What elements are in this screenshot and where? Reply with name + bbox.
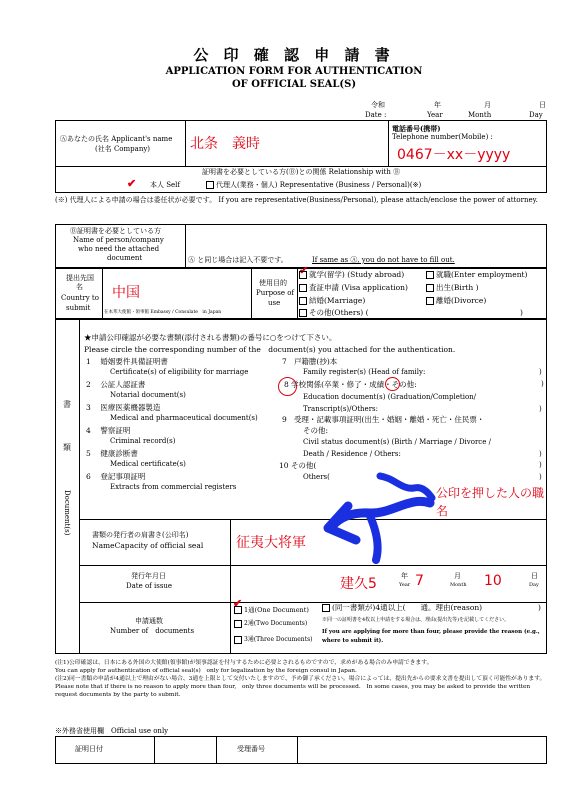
person-b-label2: Name of person/company — [73, 236, 164, 244]
issue-era-value[interactable]: 建久5 — [340, 576, 377, 592]
doc-item-7-close: ) — [539, 368, 542, 376]
note-1-jp: (注1)公印確認は、日本にある外国の大使館(領事館)が領事認証を付与するために必要とされるものですので、求めがある場合のみ申請できます。 — [55, 660, 433, 666]
doc-item-9-en2: Death / Residence / Others: — [303, 450, 401, 458]
doc-item-7-jp[interactable]: 7 戸籍謄(抄)本 — [282, 357, 338, 366]
issue-year-jp: 年 — [401, 572, 408, 580]
doc-item-2-jp[interactable]: 2 公証人認証書 — [86, 380, 146, 389]
documents-instruction-en: Please circle the corresponding number of the document(s) you attached for the authentication. — [84, 345, 456, 354]
country-label1: 提出先国 — [66, 274, 94, 282]
representative-checkbox[interactable] — [206, 181, 214, 189]
count-three-checkbox[interactable] — [234, 636, 242, 644]
note-2-en: Please note that if there is no reason to apply more than four, only three documents will be processed. In some cases, you may be asked to provide the written request documents by the party to submit. — [55, 684, 531, 698]
doc-item-6-en: Extracts from commercial registers — [110, 483, 237, 491]
country-value[interactable]: 中国 — [112, 285, 140, 301]
doc-item-4-jp[interactable]: 4 警察証明 — [86, 426, 131, 435]
official-use-label: ※外務省使用欄 Official use only — [55, 727, 169, 735]
study-check-mark[interactable]: ✔ — [299, 264, 309, 277]
doc-item-9-close: ) — [539, 450, 542, 458]
phone-label-en: Telephone number(Mobile) : — [392, 133, 493, 141]
applicant-company-label: (社名 Company) — [95, 145, 151, 153]
applicant-name-label: Ⓐあなたの氏名 Applicant's name — [60, 135, 173, 143]
purpose-study[interactable]: 就学(留学) (Study abroad) — [299, 270, 404, 280]
purpose-others[interactable]: その他(Others) ( — [299, 308, 369, 318]
person-b-label1: Ⓑ証明書を必要としている方 — [70, 227, 161, 235]
self-option: 本人 Self — [150, 181, 181, 189]
same-as-a-note-en: If same as Ⓐ, you do not have to fill out. — [312, 256, 455, 264]
issue-day-value[interactable]: 10 — [484, 573, 502, 589]
date-label-en: Date : — [365, 111, 387, 119]
doc-item-4-en: Criminal record(s) — [110, 437, 176, 445]
one-doc-check-mark[interactable]: ✔ — [233, 597, 243, 610]
purpose-marriage[interactable]: 結婚(Marriage) — [299, 296, 365, 306]
applicant-name-value[interactable]: 北条 義時 — [190, 136, 260, 152]
country-label2: 名 — [76, 283, 83, 291]
count-one[interactable]: 1通(One Document) — [234, 605, 309, 614]
person-b-label3: who need the attached — [78, 245, 160, 253]
purpose-others-checkbox[interactable] — [299, 309, 307, 317]
documents-side-jp2: 類 — [63, 443, 71, 452]
documents-instruction-jp: ★申請公印確認が必要な書類(添付される書類)の番号に○をつけて下さい。 — [84, 333, 337, 342]
representative-note: (※) 代理人による申請の場合は委任状が必要です。 If you are representative(Business/Personal), please attach/enclose the power of attorney. — [55, 196, 538, 204]
date-era-label: 令和 — [371, 101, 385, 109]
purpose-label2: Purpose of — [256, 289, 295, 297]
country-label3: Country to — [61, 294, 99, 302]
purpose-label3: use — [268, 299, 281, 307]
date-day-en: Day — [529, 111, 543, 119]
note-1-en: You can apply for authentication of official seal(s) only for legalization by the foreign consul in Japan. — [55, 668, 357, 674]
doc-item-8-jp[interactable]: 8 学校関係(卒業・修了・成績・その他: — [284, 380, 417, 389]
relationship-label: 証明書を必要としている方(Ⓑ)との関係 Relationship with Ⓑ — [202, 168, 401, 176]
phone-label: 電話番号(携帯) — [392, 124, 441, 133]
same-as-a-note-jp: Ⓐ と同じ場合は記入不要です。 — [188, 256, 288, 264]
purpose-birth-checkbox[interactable] — [426, 284, 434, 292]
official-use-box — [55, 736, 547, 764]
issue-month-en: Month — [450, 582, 467, 588]
self-check-mark[interactable]: ✔ — [127, 177, 137, 190]
count-note-en: If you are applying for more than four, please provide the reason (e.g., where to submit it). — [322, 629, 540, 644]
issuer-label-jp: 書類の発行者の肩書き(公印名) — [92, 531, 189, 539]
purpose-visa[interactable]: 査証申請 (Visa application) — [299, 283, 408, 293]
doc-item-7-en: Family register(s) (Head of family: — [303, 368, 426, 376]
doc-item-2-en: Notarial document(s) — [110, 391, 186, 399]
blue-arrow-icon — [310, 468, 440, 566]
issue-month-jp: 月 — [454, 572, 461, 580]
doc-item-1-en: Certificate(s) of eligibility for marriage — [110, 368, 249, 376]
count-two-checkbox[interactable] — [234, 620, 242, 628]
purpose-others-close: ) — [520, 308, 523, 317]
doc-item-5-en: Medical certificate(s) — [110, 460, 186, 468]
embassy-note: 在本邦大使館・領事館 Embassy / Consulate in Japan — [104, 310, 222, 315]
doc-item-8-close2: ) — [539, 405, 542, 413]
page-title-jp: 公 印 確 認 申 請 書 — [193, 46, 395, 64]
issuer-label-en: NameCapacity of official seal — [92, 541, 204, 550]
doc-item-5-jp[interactable]: 5 健康診断書 — [86, 449, 138, 458]
doc-item-9-en: Civil status document(s) (Birth / Marriage / Divorce / — [303, 438, 491, 446]
purpose-label1: 使用目的 — [259, 279, 287, 287]
doc-item-9-jp2: その他: — [303, 426, 329, 435]
count-note-jp: ※同一の証明書を4枚以上申請をする場合は、理由(提出先等)を記載してください。 — [322, 617, 510, 623]
purpose-study-checkbox[interactable] — [299, 271, 307, 279]
doc-item-3-jp[interactable]: 3 医療医薬機器製造 — [86, 403, 161, 412]
notes-block — [55, 659, 547, 699]
page-title-en-line1: APPLICATION FORM FOR AUTHENTICATION — [165, 66, 423, 77]
date-day-label: 日 — [539, 101, 546, 109]
doc-item-8-close: ) — [541, 380, 544, 388]
count-three[interactable]: 3通(Three Documents) — [234, 634, 313, 644]
date-year-en: Year — [427, 111, 443, 119]
doc-item-10-jp[interactable]: 10 その他( — [279, 461, 317, 470]
issue-month-value[interactable]: 7 — [415, 573, 424, 589]
issuer-value[interactable]: 征夷大将軍 — [236, 535, 306, 551]
issue-date-label-jp: 発行年月日 — [131, 572, 166, 580]
documents-side-en: Document(s) — [63, 490, 71, 536]
issue-year-en: Year — [399, 582, 411, 588]
official-date-label: 証明日付 — [75, 745, 103, 753]
phone-value[interactable]: 0467－xx－yyyy — [397, 147, 511, 163]
count-more-checkbox[interactable] — [322, 604, 330, 612]
purpose-divorce-checkbox[interactable] — [426, 297, 434, 305]
count-more[interactable]: (同一書類が)4通以上( 通。理由(reason) — [322, 603, 482, 613]
count-more-close: ) — [538, 603, 541, 612]
count-label-en: Number of documents — [110, 627, 195, 635]
doc-item-6-jp[interactable]: 6 登記事項証明 — [86, 472, 146, 481]
date-month-label: 月 — [484, 101, 491, 109]
purpose-employment-checkbox[interactable] — [426, 271, 434, 279]
doc-item-8-en: Education document(s) (Graduation/Completion/ — [303, 393, 477, 401]
note-2-jp: (注2)同一書類の申請が4通以上で理由がない場合、3通を上限として交付いたしますので、予め御了承ください。場合によっては、提出先からの要求文書を提出して頂く可能性があります。 — [55, 676, 546, 682]
doc-item-3-en: Medical and pharmaceutical document(s) — [110, 414, 258, 422]
purpose-birth[interactable]: 出生(Birth ) — [426, 283, 479, 293]
grades-circle — [385, 377, 400, 391]
doc-item-10-close2: ) — [539, 473, 542, 481]
count-label-jp: 申請通数 — [135, 617, 163, 625]
count-two[interactable]: 2通(Two Documents) — [234, 618, 307, 628]
page-title-en-line2: OF OFFICIAL SEAL(S) — [231, 79, 357, 90]
issue-day-en: Day — [529, 582, 539, 588]
issue-day-jp: 日 — [531, 572, 538, 580]
purpose-marriage-checkbox[interactable] — [299, 297, 307, 305]
doc-item-10-en: Others( — [303, 473, 330, 481]
documents-side-jp1: 書 — [63, 400, 71, 409]
purpose-visa-checkbox[interactable] — [299, 284, 307, 292]
representative-option[interactable]: 代理人(業務・個人) Representative (Business / Personal)(※) — [206, 181, 421, 190]
doc-item-10-close: ) — [539, 461, 542, 469]
date-month-en: Month — [468, 111, 492, 119]
country-label4: submit — [66, 304, 91, 312]
doc-item-9-jp[interactable]: 9 受理・記載事項証明(出生・婚姻・離婚・死亡・住民票・ — [282, 415, 485, 424]
person-b-label4: document — [107, 254, 143, 262]
purpose-employment[interactable]: 就職(Enter employment) — [426, 270, 527, 280]
doc-item-8-en2: Transcript(s)/Others: — [303, 405, 379, 413]
purpose-divorce[interactable]: 離婚(Divorce) — [426, 296, 486, 306]
official-number-label: 受理番号 — [237, 745, 265, 753]
issue-date-label-en: Date of issue — [126, 582, 173, 590]
count-one-checkbox[interactable] — [234, 606, 242, 614]
date-year-label: 年 — [434, 101, 441, 109]
doc-item-1-jp[interactable]: 1 婚姻要件具備証明書 — [86, 357, 168, 366]
seal-annotation: 公印を押した人の職名 — [436, 486, 545, 518]
